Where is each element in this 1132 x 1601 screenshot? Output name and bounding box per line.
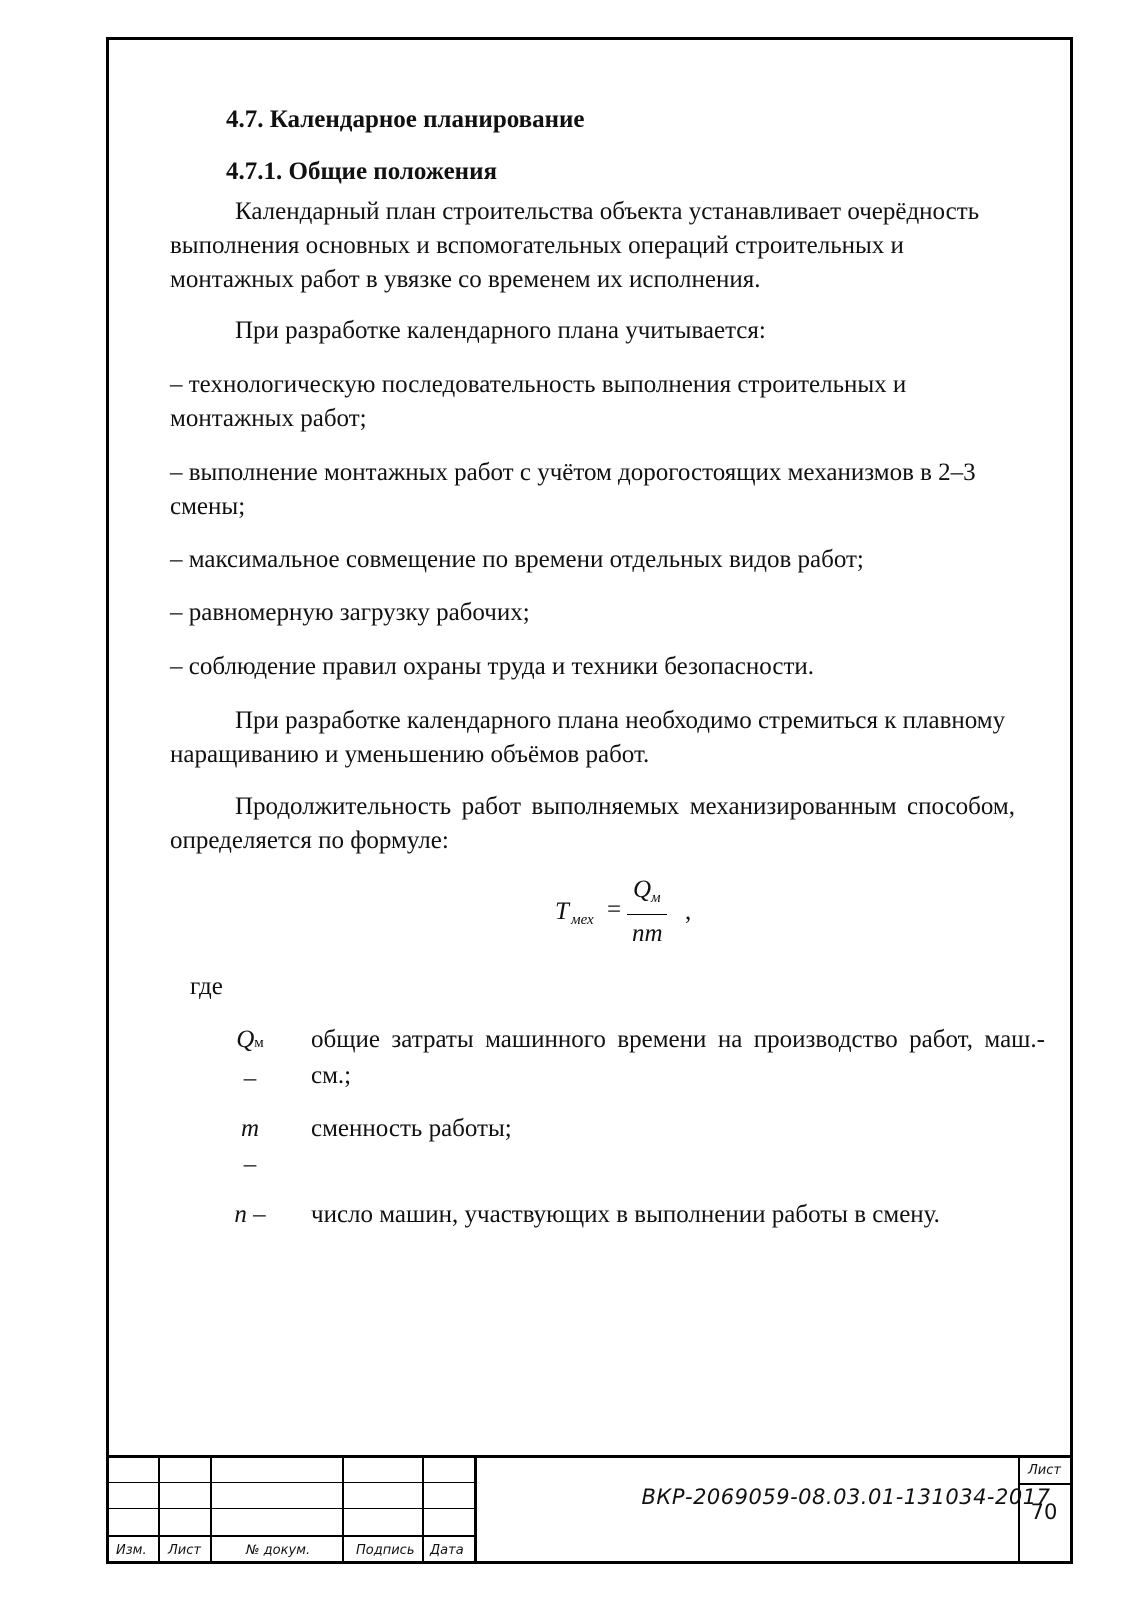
paragraph-smooth: При разработке календарного плана необходимо стремиться к плавному наращиванию и уменьшению объёмов работ.: [170, 707, 1006, 768]
formula-lhs: T: [555, 898, 569, 925]
formula-equals: =: [607, 896, 622, 923]
definition-row: [225, 1022, 1045, 1097]
title-block: [106, 1455, 1073, 1564]
sheet-number: 70: [1030, 1500, 1058, 1524]
col-list-label: Лист: [168, 1543, 201, 1558]
definition-row: [225, 1197, 1045, 1233]
list-item: – равномерную загрузку рабочих;: [170, 599, 530, 626]
definition-symbol: Qм –: [236, 1026, 264, 1092]
definition-text: сменность работы;: [311, 1115, 512, 1142]
paragraph-intro: Календарный план строительства объекта устанавливает очерёдность выполнения основных и вспомогательных операций строительных и монтажных работ в увязке со временем их исполнения.: [170, 198, 980, 293]
section-heading: 4.7. Календарное планирование: [226, 106, 585, 133]
list-item: – выполнение монтажных работ с учётом дорогостоящих механизмов в 2–3 смены;: [170, 459, 976, 520]
col-izm-label: Изм.: [116, 1543, 147, 1558]
subsection-heading: 4.7.1. Общие положения: [226, 158, 498, 185]
paragraph-considered: При разработке календарного плана учитывается:: [235, 317, 766, 344]
formula-denominator: nm: [632, 920, 663, 947]
definition-symbol: n –: [234, 1201, 266, 1228]
definition-text: общие затраты машинного времени на производство работ, маш.-см.;: [311, 1026, 1045, 1089]
formula-comma: ,: [685, 898, 692, 925]
definition-text: число машин, участвующих в выполнении работы в смену.: [311, 1201, 940, 1228]
document-code: ВКР-2069059-08.03.01-131034-2017: [641, 1485, 1051, 1509]
definition-row: [225, 1111, 1045, 1183]
sheet-label: Лист: [1028, 1463, 1061, 1478]
list-item: – технологическую последовательность выполнения строительных и монтажных работ;: [170, 371, 907, 432]
formula-lhs-subscript: мех: [571, 912, 594, 928]
col-doc-label: № докум.: [246, 1543, 311, 1558]
col-sign-label: Подпись: [356, 1543, 415, 1558]
formula-numerator-subscript: м: [651, 890, 661, 906]
definition-symbol: m –: [240, 1115, 260, 1178]
duration-formula: [555, 876, 715, 950]
where-label: где: [190, 973, 223, 1000]
formula-numerator: Q: [633, 876, 652, 903]
list-item: – максимальное совмещение по времени отдельных видов работ;: [170, 546, 864, 573]
fraction-bar: [627, 914, 667, 915]
definitions-list: [225, 1022, 1045, 1247]
col-date-label: Дата: [430, 1543, 464, 1558]
list-item: – соблюдение правил охраны труда и техники безопасности.: [170, 653, 815, 680]
paragraph-duration: Продолжительность работ выполняемых механизированным способом, определяется по формуле:: [170, 793, 1015, 854]
